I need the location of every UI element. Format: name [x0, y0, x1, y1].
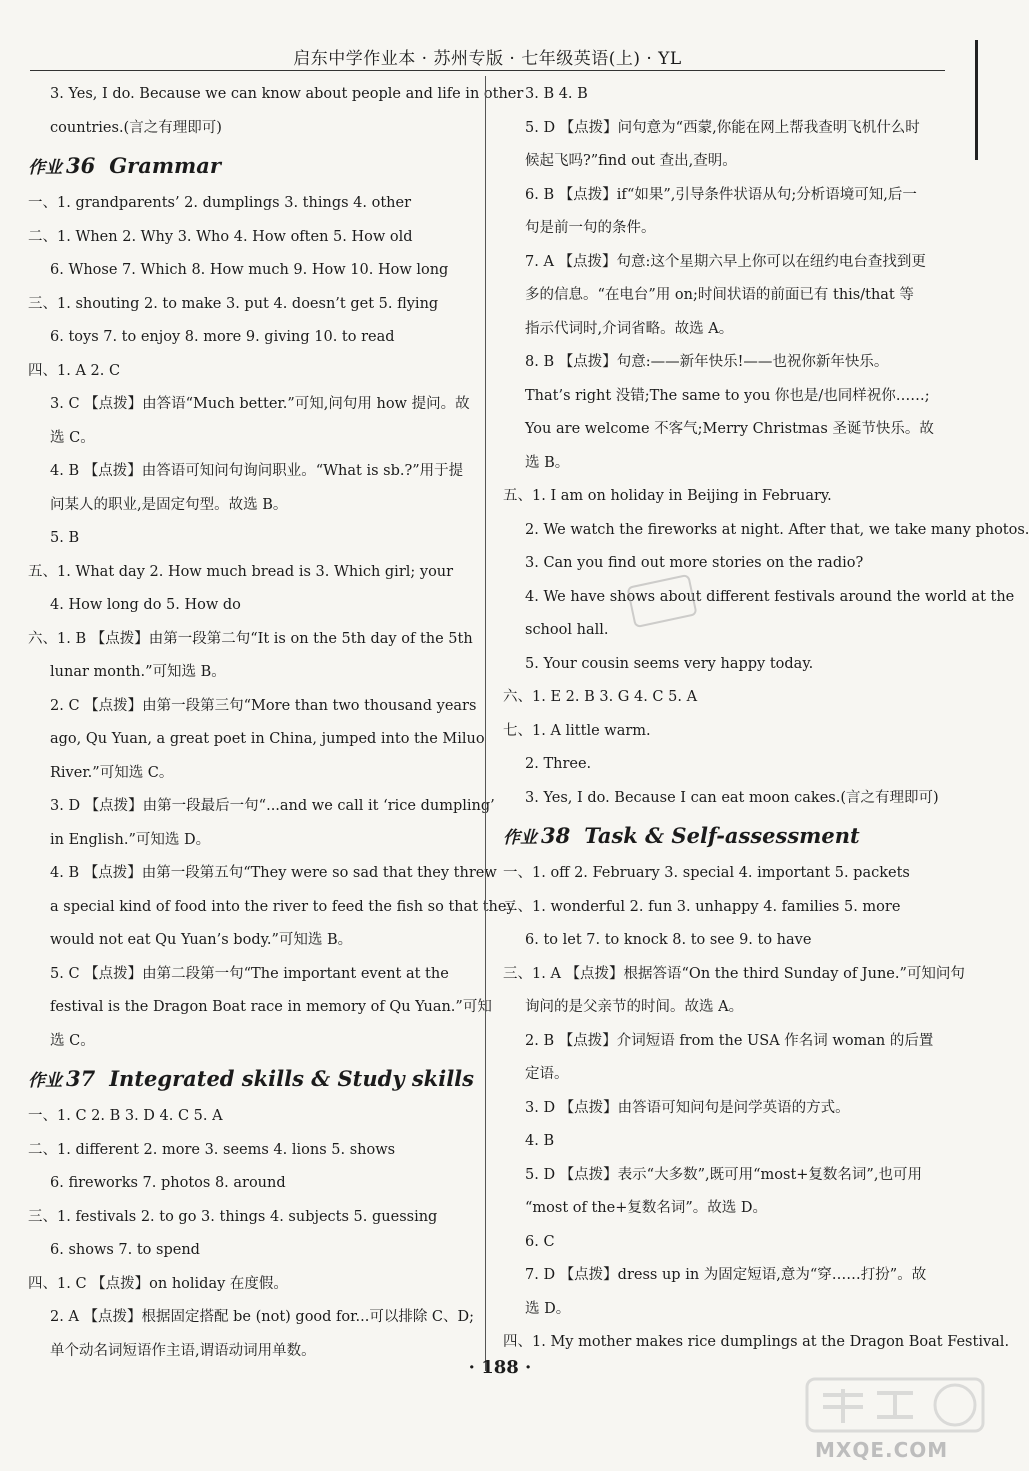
answer-line: 6. to let 7. to knock 8. to see 9. to have	[525, 932, 812, 948]
answer-line: 选 B。	[525, 454, 570, 471]
answer-line: 单个动名词短语作主语,谓语动词用单数。	[50, 1342, 316, 1359]
heading-number: 38	[541, 823, 571, 848]
answer-line: 2. C 【点拨】由第一段第三句“More than two thousand years	[50, 697, 477, 714]
answer-line: 四、1. C 【点拨】on holiday 在度假。	[28, 1275, 288, 1292]
heading-number: 36	[66, 153, 96, 178]
answer-line: 二、1. different 2. more 3. seems 4. lions 5. shows	[28, 1141, 396, 1158]
answer-line: 多的信息。“在电台”用 on;时间状语的前面已有 this/that 等	[525, 287, 914, 303]
page-number: · 188 ·	[468, 1357, 532, 1378]
answer-line: 二、1. When 2. Why 3. Who 4. How often 5. How old	[28, 228, 413, 245]
answer-line: 二、1. wonderful 2. fun 3. unhappy 4. families 5. more	[503, 898, 901, 915]
heading-label: 作业	[28, 1071, 62, 1091]
heading-title: Integrated skills & Study skills	[109, 1066, 474, 1091]
answer-line: 3. D 【点拨】由第一段最后一句“...and we call it ‘rice dumpling’	[50, 798, 495, 814]
answer-line: 指示代词时,介词省略。故选 A。	[525, 320, 734, 337]
answer-line: That’s right 没错;The same to you 你也是/也同样祝你……;	[525, 387, 930, 404]
answer-line: 5. C 【点拨】由第二段第一句“The important event at the	[50, 965, 449, 982]
answer-line: 5. D 【点拨】问句意为“西蒙,你能在网上帮我查明飞机什么时	[525, 119, 920, 136]
answer-line: 3. Yes, I do. Because I can eat moon cakes.(言之有理即可)	[525, 789, 939, 806]
watermark-url: MXQE.COM	[815, 1438, 949, 1462]
answer-line: “most of the+复数名词”。故选 D。	[525, 1200, 768, 1216]
answer-line: 5. B	[50, 530, 80, 546]
answer-line: 6. Whose 7. Which 8. How much 9. How 10. How long	[50, 262, 449, 278]
answer-line: 7. A 【点拨】句意:这个星期六早上你可以在纽约电台查找到更	[525, 253, 926, 270]
left-column	[28, 78, 524, 1368]
heading-label: 作业	[28, 158, 62, 178]
answer-line: lunar month.”可知选 B。	[50, 664, 226, 680]
heading-title: Task & Self-assessment	[584, 823, 860, 848]
answer-line: 询问的是父亲节的时间。故选 A。	[525, 999, 744, 1015]
answer-line: 4. How long do 5. How do	[50, 597, 241, 613]
answer-line: 三、1. shouting 2. to make 3. put 4. doesn’t get 5. flying	[28, 295, 439, 312]
answer-line: 2. We watch the fireworks at night. After that, we take many photos.	[525, 521, 1029, 538]
answer-line: 3. B 4. B	[525, 86, 588, 102]
heading-number: 37	[66, 1066, 96, 1091]
answer-line: festival is the Dragon Boat race in memory of Qu Yuan.”可知	[50, 999, 492, 1015]
answer-line: in English.”可知选 D。	[50, 831, 211, 848]
answer-line: 6. fireworks 7. photos 8. around	[50, 1175, 286, 1191]
right-column	[503, 78, 1029, 1360]
answer-line: 六、1. E 2. B 3. G 4. C 5. A	[503, 689, 698, 705]
answer-line: 4. B	[525, 1133, 555, 1149]
answer-line: 2. B 【点拨】介词短语 from the USA 作名词 woman 的后置	[525, 1032, 934, 1049]
answer-line: 6. shows 7. to spend	[50, 1242, 200, 1258]
answer-line: school hall.	[525, 622, 609, 638]
answer-line: 6. B 【点拨】if“如果”,引导条件状语从句;分析语境可知,后一	[525, 186, 917, 203]
answer-line: 4. We have shows about different festivals around the world at the	[525, 588, 1015, 605]
answer-line: 一、1. grandparents’ 2. dumplings 3. things 4. other	[28, 195, 411, 211]
page-edge-bar	[975, 40, 978, 160]
heading-label: 作业	[503, 828, 537, 848]
answer-line: 一、1. off 2. February 3. special 4. important 5. packets	[503, 865, 910, 881]
answer-line: 选 C。	[50, 429, 95, 446]
answer-line: You are welcome 不客气;Merry Christmas 圣诞节快乐。故	[525, 421, 934, 437]
answer-line: 六、1. B 【点拨】由第一段第二句“It is on the 5th day of the 5th	[28, 630, 473, 647]
answer-line: countries.(言之有理即可)	[50, 119, 222, 136]
header-rule	[30, 70, 945, 71]
answer-line: 句是前一句的条件。	[525, 220, 656, 236]
answer-line: 四、1. A 2. C	[28, 362, 121, 379]
answer-line: 七、1. A little warm.	[503, 722, 651, 739]
answer-line: 3. Can you find out more stories on the radio?	[525, 555, 864, 571]
answer-line: 5. Your cousin seems very happy today.	[525, 655, 814, 672]
answer-circle-watermark-logo	[805, 1375, 985, 1435]
heading-title: Grammar	[109, 153, 221, 178]
answer-line: 8. B 【点拨】句意:——新年快乐!——也祝你新年快乐。	[525, 354, 889, 370]
answer-line: a special kind of food into the river to feed the fish so that they	[50, 898, 515, 915]
answer-line: 五、1. What day 2. How much bread is 3. Which girl; your	[28, 563, 454, 580]
answer-line: 4. B 【点拨】由第一段第五句“They were so sad that they threw	[50, 865, 497, 881]
answer-line: 四、1. My mother makes rice dumplings at the Dragon Boat Festival.	[503, 1334, 1010, 1350]
answer-line: 2. A 【点拨】根据固定搭配 be (not) good for...可以排除 C、D;	[50, 1309, 475, 1325]
answer-line: 5. D 【点拨】表示“大多数”,既可用“most+复数名词”,也可用	[525, 1166, 922, 1183]
page-header: 启东中学作业本 · 苏州专版 · 七年级英语(上) · YL	[293, 49, 682, 69]
answer-line: 6. toys 7. to enjoy 8. more 9. giving 10. to read	[50, 329, 395, 345]
answer-line: 3. Yes, I do. Because we can know about people and life in other	[50, 86, 524, 102]
assignment-heading	[28, 145, 476, 187]
answer-line: 三、1. A 【点拨】根据答语“On the third Sunday of June.”可知问句	[503, 965, 965, 982]
answer-line: would not eat Qu Yuan’s body.”可知选 B。	[50, 932, 353, 948]
answer-line: 三、1. festivals 2. to go 3. things 4. subjects 5. guessing	[28, 1208, 438, 1225]
answer-line: 选 D。	[525, 1300, 571, 1317]
answer-line: 4. B 【点拨】由答语可知问句询问职业。“What is sb.?”用于提	[50, 463, 464, 479]
assignment-heading	[503, 815, 951, 857]
assignment-heading	[28, 1058, 476, 1100]
answer-line: 一、1. C 2. B 3. D 4. C 5. A	[28, 1108, 223, 1124]
column-divider	[485, 76, 486, 1371]
answer-line: 问某人的职业,是固定句型。故选 B。	[50, 496, 288, 513]
answer-line: 候起飞吗?”find out 查出,查明。	[525, 153, 737, 169]
answer-line: 7. D 【点拨】dress up in 为固定短语,意为“穿……打扮”。故	[525, 1267, 927, 1283]
answer-line: 6. C	[525, 1233, 555, 1250]
answer-line: 3. D 【点拨】由答语可知问句是问学英语的方式。	[525, 1099, 850, 1116]
answer-line: 定语。	[525, 1066, 569, 1082]
answer-line: 2. Three.	[525, 756, 592, 772]
answer-line: 3. C 【点拨】由答语“Much better.”可知,问句用 how 提问。故	[50, 396, 470, 412]
answer-line: 五、1. I am on holiday in Beijing in February.	[503, 488, 832, 504]
answer-line: 选 C。	[50, 1032, 95, 1049]
answer-line: River.”可知选 C。	[50, 764, 174, 781]
answer-line: ago, Qu Yuan, a great poet in China, jumped into the Miluo	[50, 731, 485, 747]
